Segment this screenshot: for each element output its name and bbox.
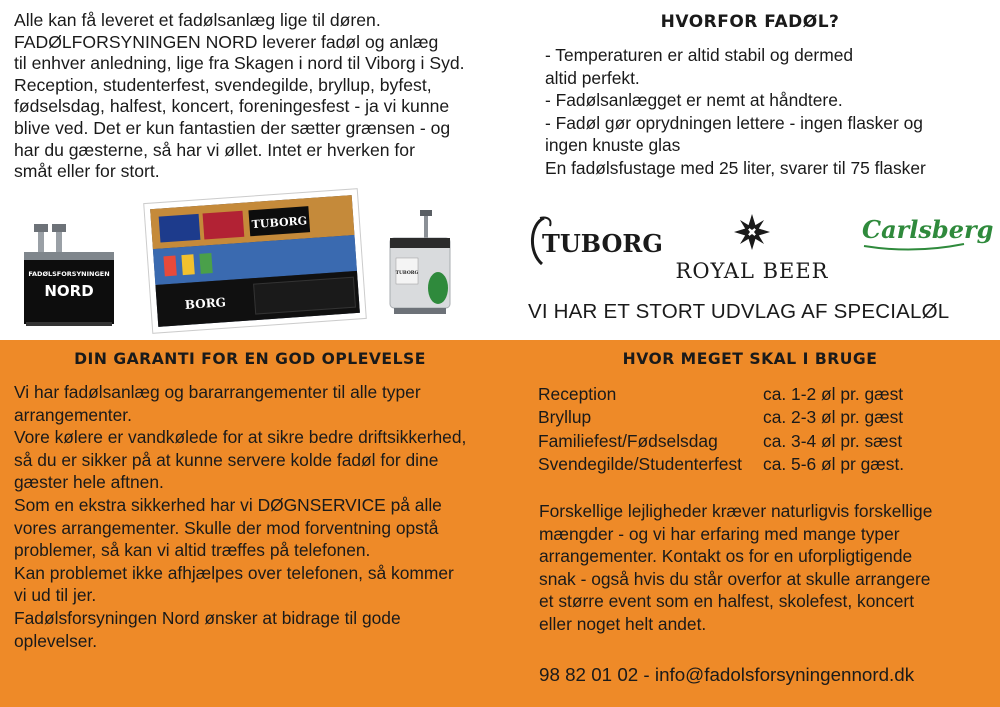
- photo-sign-text: TUBORG: [251, 214, 308, 232]
- royal-logo-text: ROYAL BEER: [675, 259, 829, 283]
- tuborg-logo: [526, 210, 663, 270]
- intro-text: [14, 10, 514, 183]
- carlsberg-logo: [858, 206, 994, 256]
- guarantee-paragraph: Som en ekstra sikkerhed har vi DØGNSERVICE på alle vores arrangementer. Skulle der mod forventning opstå problemer, så kan vi altid træffes på telefonen.: [14, 494, 442, 561]
- guarantee-paragraph: Kan problemet ikke afhjælpes over telefonen, så kommer vi ud til jer.: [14, 562, 454, 606]
- guarantee-paragraph: Vore kølere er vandkølede for at sikre bedre driftsikkerhed, så du er sikker på at kunne servere kolde fadøl for dine gæster hele aftnen.: [14, 427, 467, 493]
- usage-occasion: Svendegilde/Studenterfest: [538, 454, 743, 475]
- guarantee-paragraph: Fadølsforsyningen Nord ønsker at bidrage til gode oplevelser.: [14, 607, 401, 651]
- guarantee-title: DIN GARANTI FOR EN GOD OPLEVELSE: [74, 350, 426, 368]
- why-list: [545, 44, 985, 180]
- usage-occasion: Reception: [538, 384, 617, 404]
- keg-brand-text: TUBORG: [395, 271, 419, 276]
- why-title: HVORFOR FADØL?: [660, 12, 840, 32]
- usage-amount: ca. 5-6 øl pr gæst.: [763, 454, 905, 475]
- tuborg-logo-text: TUBORG: [542, 229, 663, 258]
- photo-counter-text: BORG: [184, 295, 227, 312]
- howmuch-title: HVOR MEGET SKAL I BRUGE: [622, 350, 878, 368]
- usage-row: [538, 453, 978, 476]
- usage-amount: ca. 3-4 øl pr. sæst: [763, 430, 903, 451]
- intro-paragraph: Alle kan få leveret et fadølsanlæg lige til døren. FADØLFORSYNINGEN NORD leverer fadøl og anlæg til enhver anledning, lige fra Skagen i nord til Viborg i Syd. Reception, studenterfest, svendegilde, bryllup, byfest, fødselsdag, halfest, koncert, foreningesfest - ja vi kunne blive ved. Det er kun fantastien der sætter grænsen - og har du gæsterne, så har vi øllet. Intet er hverken for småt eller for stort.: [14, 10, 465, 182]
- why-item: - Temperaturen er altid stabil og dermed altid perfekt.: [545, 45, 854, 88]
- special-beer-banner: VI HAR ET STORT UDVLAG AF SPECIALØL: [528, 300, 950, 323]
- bar-counter-image: [14, 218, 124, 330]
- howmuch-text: Forskellige lejligheder kræver naturligvis forskellige mængder - og vi har erfaring med mange typer arrangementer. Kontakt os for en uforpligtigende snak - også hvis du står overfor at skulle arrangere et større event som en halfest, skolefest, koncert eller noget helt andet.: [539, 501, 933, 634]
- usage-amount: ca. 2-3 øl pr. gæst: [763, 407, 904, 428]
- royal-beer-logo: [672, 210, 832, 288]
- counter-brand-line1: FADØLSFORSYNINGEN: [28, 270, 110, 278]
- carlsberg-logo-text: Carlsberg: [862, 215, 994, 244]
- keg-cooler-image: [380, 210, 460, 318]
- counter-brand-line2: NORD: [44, 282, 94, 300]
- usage-row: [538, 383, 978, 406]
- guarantee-paragraph: Vi har fadølsanlæg og bararrangementer til alle typer arrangementer.: [14, 382, 421, 425]
- why-item: - Fadølsanlægget er nemt at håndtere.: [545, 90, 843, 111]
- usage-occasion: Familiefest/Fødselsdag: [538, 430, 718, 451]
- usage-row: [538, 406, 978, 429]
- why-item: - Fadøl gør oprydningen lettere - ingen flasker og ingen knuste glas: [545, 112, 923, 156]
- usage-table: [538, 383, 978, 477]
- why-item: En fadølsfustage med 25 liter, svarer til 75 flasker: [545, 157, 926, 178]
- usage-row: [538, 430, 978, 453]
- usage-occasion: Bryllup: [538, 407, 592, 428]
- royal-star-icon: [734, 214, 770, 250]
- contact-info: 98 82 01 02 - info@fadolsforsyningennord.dk: [539, 664, 915, 685]
- bar-setup-photo: [142, 188, 368, 334]
- usage-amount: ca. 1-2 øl pr. gæst: [763, 384, 904, 404]
- guarantee-body: [14, 381, 514, 652]
